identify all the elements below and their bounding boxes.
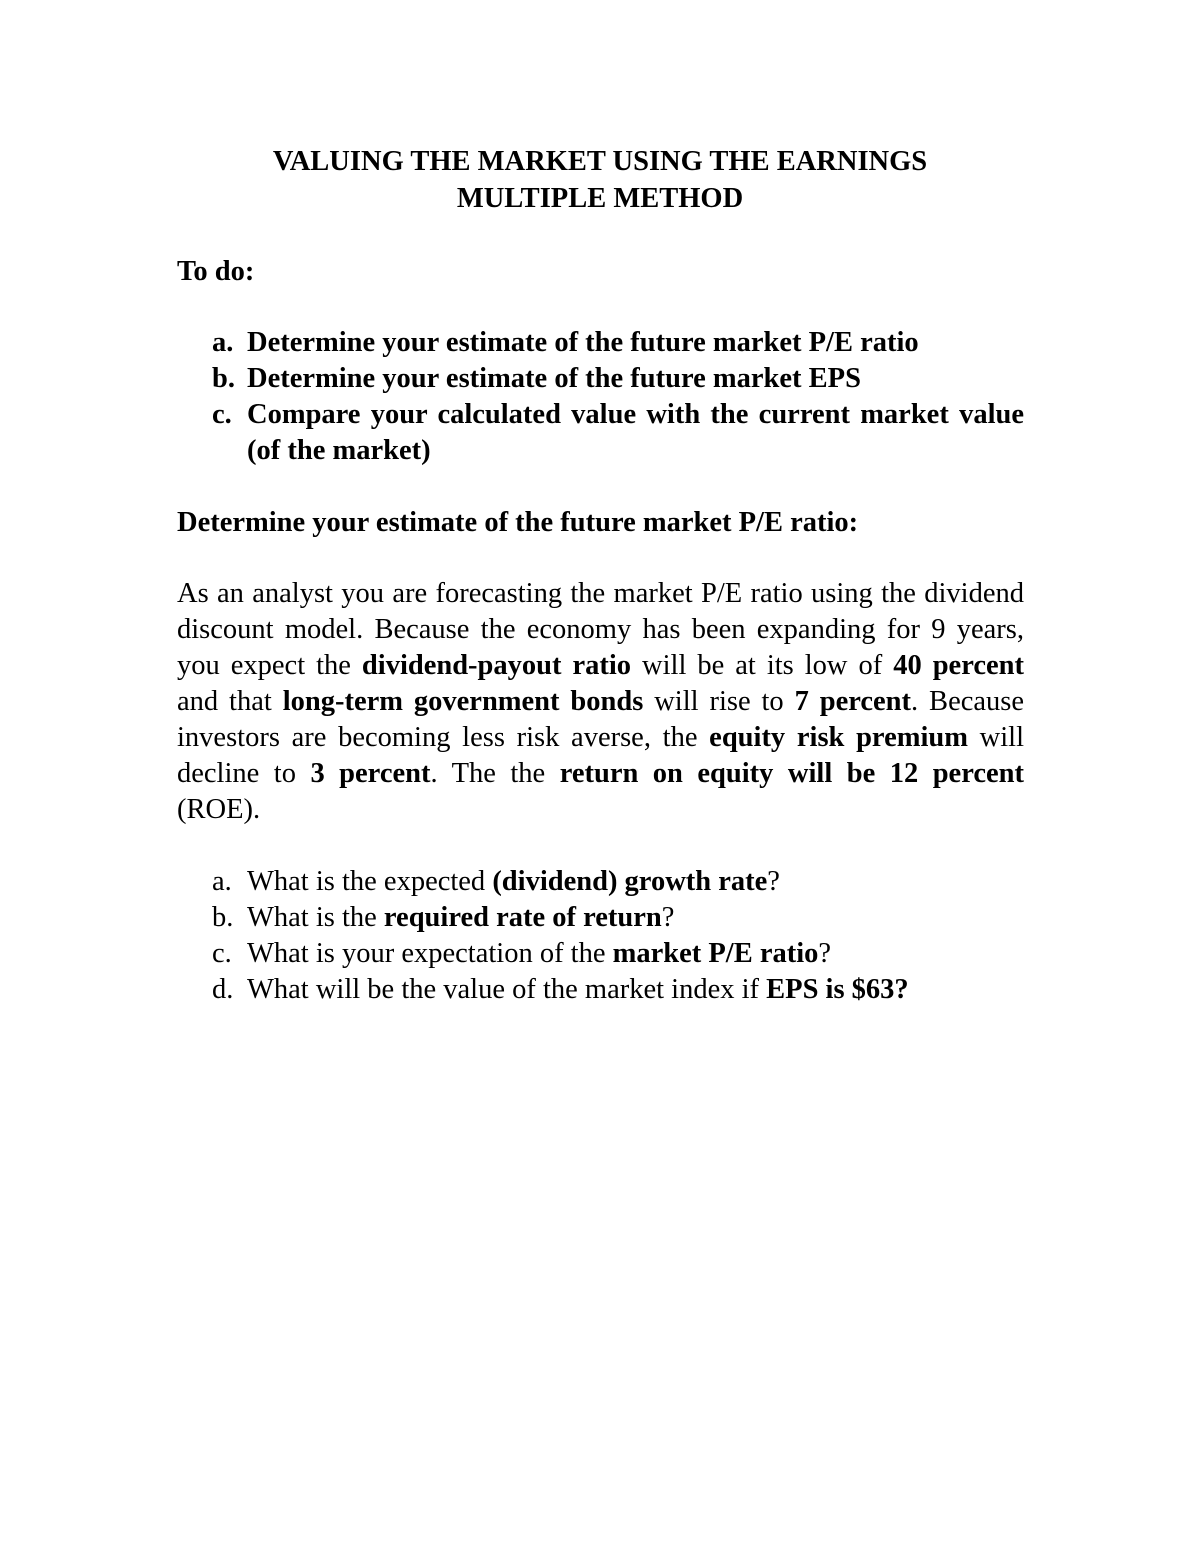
todo-item (212, 325, 1024, 361)
para-emphasis: 40 percent (893, 650, 1024, 681)
todo-item-text: Compare your calculated value with the current market value (of the market) (247, 399, 1024, 466)
question-text-end: ? (767, 866, 780, 897)
todo-item-marker: b. (212, 363, 235, 394)
todo-label: To do: (177, 256, 255, 287)
question-item (212, 972, 1024, 1008)
question-text-end: ? (661, 902, 675, 933)
question-text: What is the expected (247, 866, 493, 897)
question-text: What will be the value of the market index if (247, 974, 767, 1005)
question-marker: d. (212, 974, 234, 1005)
para-emphasis: 3 percent (310, 758, 431, 789)
para-text: will rise to (643, 686, 795, 717)
para-text: will decline to (177, 722, 1024, 789)
question-item (212, 900, 1024, 936)
para-emphasis: equity risk premium (709, 722, 968, 753)
question-list (212, 864, 1024, 1008)
para-emphasis: long-term government bonds (282, 686, 644, 717)
todo-item-marker: a. (212, 327, 234, 358)
question-emphasis: required rate of return (383, 902, 662, 933)
title-line-1: VALUING THE MARKET USING THE EARNINGS (272, 146, 928, 177)
para-text: As an analyst you are forecasting the market P/E ratio using the dividend discount model. Because the economy has been expanding for 9 years, you expect the (177, 578, 1024, 681)
question-text: What is your expectation of the (247, 938, 613, 969)
todo-list (212, 325, 1024, 469)
para-text: and that (177, 686, 283, 717)
body-paragraph (177, 576, 1024, 828)
para-emphasis: return on equity will be 12 percent (559, 758, 1024, 789)
question-marker: a. (212, 866, 232, 897)
para-emphasis: dividend-payout ratio (361, 650, 632, 681)
question-emphasis: EPS is $63? (766, 974, 909, 1005)
question-emphasis: (dividend) growth rate (492, 866, 768, 897)
para-text: . The the (430, 758, 560, 789)
question-marker: b. (212, 902, 234, 933)
question-emphasis: market P/E ratio (612, 938, 819, 969)
para-text: . Because investors are becoming less risk averse, the (177, 686, 1025, 753)
document-title (150, 143, 1050, 217)
todo-item-marker: c. (212, 399, 232, 430)
todo-item (212, 397, 1024, 469)
para-text: (ROE). (177, 794, 261, 825)
question-item (212, 864, 1024, 900)
question-text: What is the (247, 902, 384, 933)
todo-item-text: Determine your estimate of the future market EPS (247, 363, 861, 394)
question-text-end: ? (818, 938, 832, 969)
todo-item-text: Determine your estimate of the future market P/E ratio (247, 327, 919, 358)
question-marker: c. (212, 938, 232, 969)
para-emphasis: 7 percent (794, 686, 912, 717)
para-text: will be at its low of (631, 650, 894, 681)
todo-item (212, 361, 1024, 397)
question-item (212, 936, 1024, 972)
title-line-2: MULTIPLE METHOD (456, 183, 744, 214)
section-heading: Determine your estimate of the future market P/E ratio: (177, 507, 859, 538)
